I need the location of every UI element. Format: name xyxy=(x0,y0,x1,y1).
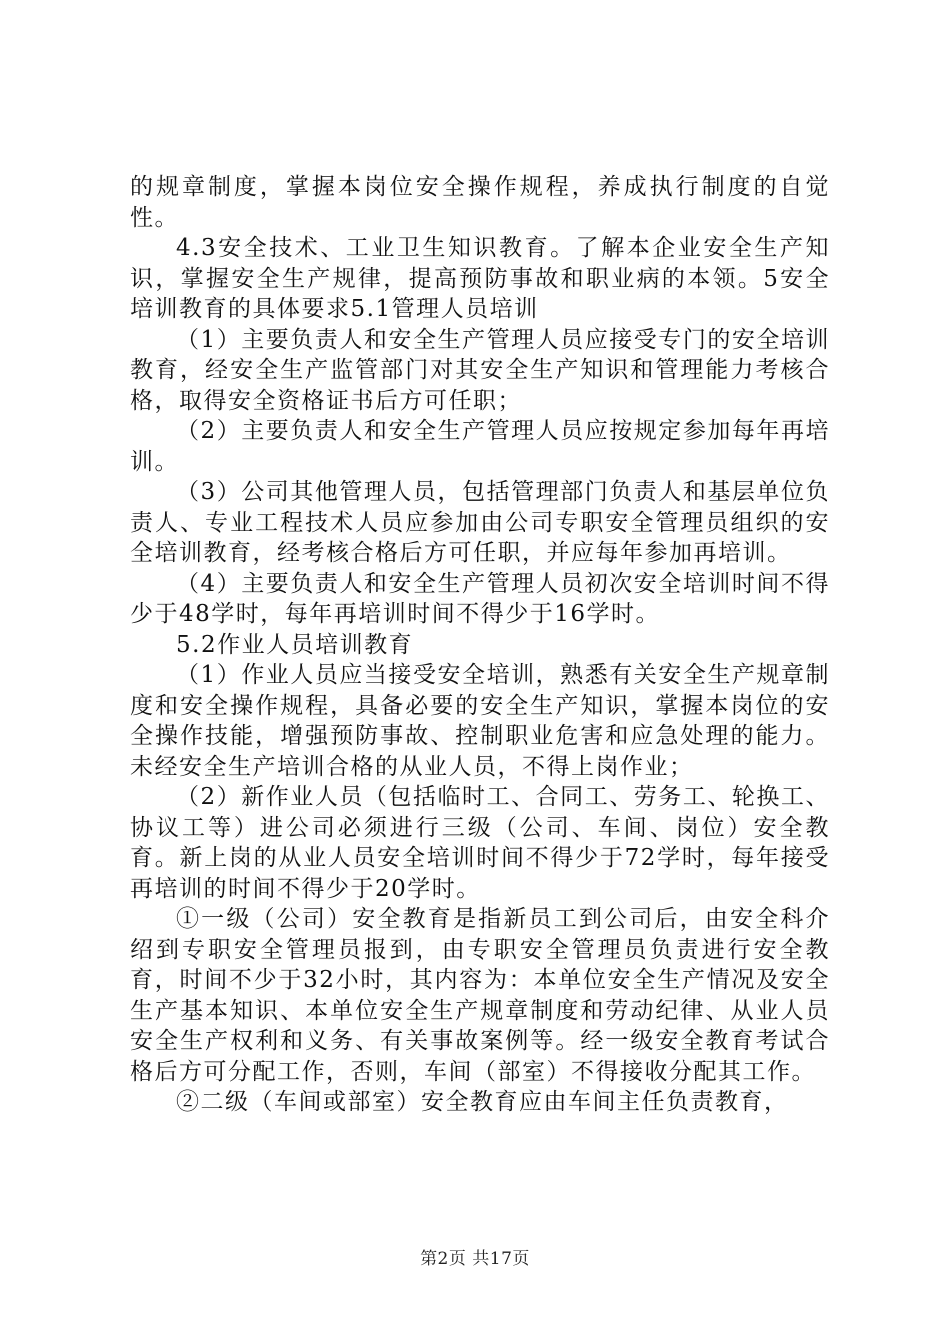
page-number-footer: 第2页 共17页 xyxy=(420,1249,530,1269)
paragraph-level-2-education: ②二级（车间或部室）安全教育应由车间主任负责教育， xyxy=(176,1089,789,1115)
document-body xyxy=(130,172,830,1118)
paragraph-level-1-education: ①一级（公司）安全教育是指新员工到公司后，由安全科介绍到专职安全管理员报到，由专职安全管理员负责进行安全教育，时间不少于32小时，其内容为：本单位安全生产情况及安全生产基本知识、本单位安全生产规章制度和劳动纪律、从业人员安全生产权利和义务、有关事故案例等。经一级安全教育考试合格后方可分配工作，否则，车间（部室）不得接收分配其工作。 xyxy=(130,906,830,1085)
paragraph-4-3-safety-knowledge: 4.3安全技术、工业卫生知识教育。了解本企业安全生产知识，掌握安全生产规律，提高预防事故和职业病的本领。5安全培训教育的具体要求5.1管理人员培训 xyxy=(130,235,830,322)
paragraph-continuation: 的规章制度，掌握本岗位安全操作规程，养成执行制度的自觉性。 xyxy=(130,174,830,231)
paragraph-5-2-item-1: （1）作业人员应当接受安全培训，熟悉有关安全生产规章制度和安全操作规程，具备必要的安全生产知识，掌握本岗位的安全操作技能，增强预防事故、控制职业危害和应急处理的能力。未经安全生产培训合格的从业人员，不得上岗作业； xyxy=(130,662,830,780)
paragraph-5-1-item-4: （4）主要负责人和安全生产管理人员初次安全培训时间不得少于48学时，每年再培训时间不得少于16学时。 xyxy=(130,570,830,627)
paragraph-5-1-item-2: （2）主要负责人和安全生产管理人员应按规定参加每年再培训。 xyxy=(130,418,830,475)
section-heading-5-2: 5.2作业人员培训教育 xyxy=(176,631,414,658)
paragraph-5-2-item-2: （2）新作业人员（包括临时工、合同工、劳务工、轮换工、协议工等）进公司必须进行三级（公司、车间、岗位）安全教育。新上岗的从业人员安全培训时间不得少于72学时，每年接受再培训的时间不得少于20学时。 xyxy=(130,784,830,902)
paragraph-5-1-item-1: （1）主要负责人和安全生产管理人员应接受专门的安全培训教育，经安全生产监管部门对其安全生产知识和管理能力考核合格，取得安全资格证书后方可任职； xyxy=(130,326,830,414)
paragraph-5-1-item-3: （3）公司其他管理人员，包括管理部门负责人和基层单位负责人、专业工程技术人员应参加由公司专职安全管理员组织的安全培训教育，经考核合格后方可任职，并应每年参加再培训。 xyxy=(130,479,830,566)
